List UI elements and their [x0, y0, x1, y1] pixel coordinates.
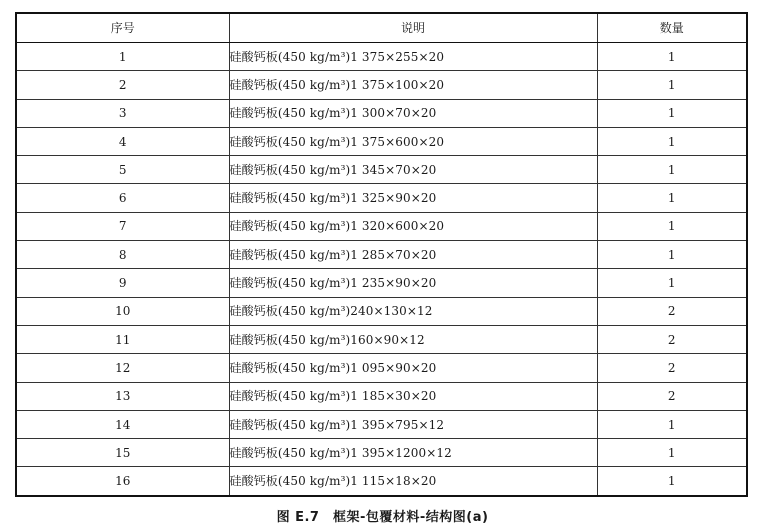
table-row: [16, 99, 747, 127]
cell-description: 硅酸钙板(450 kg/m³)1 320×600×20: [229, 212, 597, 240]
cell-serial-number: 3: [16, 99, 229, 127]
cell-quantity: 1: [597, 156, 747, 184]
cell-quantity: 1: [597, 269, 747, 297]
table-row: [16, 71, 747, 99]
header-description: 说明: [229, 13, 597, 43]
cell-quantity: 2: [597, 297, 747, 325]
cell-quantity: 1: [597, 184, 747, 212]
cell-quantity: 1: [597, 212, 747, 240]
cell-description: 硅酸钙板(450 kg/m³)240×130×12: [229, 297, 597, 325]
table-row: [16, 467, 747, 496]
cell-quantity: 1: [597, 99, 747, 127]
cell-serial-number: 14: [16, 410, 229, 438]
cell-serial-number: 5: [16, 156, 229, 184]
header-quantity: 数量: [597, 13, 747, 43]
cell-description: 硅酸钙板(450 kg/m³)1 375×100×20: [229, 71, 597, 99]
cell-quantity: 1: [597, 439, 747, 467]
cell-description: 硅酸钙板(450 kg/m³)1 285×70×20: [229, 241, 597, 269]
header-serial-number: 序号: [16, 13, 229, 43]
cell-serial-number: 4: [16, 127, 229, 155]
table-row: [16, 297, 747, 325]
cell-quantity: 1: [597, 71, 747, 99]
cell-description: 硅酸钙板(450 kg/m³)160×90×12: [229, 325, 597, 353]
cell-description: 硅酸钙板(450 kg/m³)1 235×90×20: [229, 269, 597, 297]
table-row: [16, 410, 747, 438]
cell-serial-number: 7: [16, 212, 229, 240]
cell-description: 硅酸钙板(450 kg/m³)1 395×795×12: [229, 410, 597, 438]
table-row: [16, 325, 747, 353]
cell-quantity: 2: [597, 325, 747, 353]
table-row: [16, 184, 747, 212]
cell-serial-number: 16: [16, 467, 229, 496]
cell-serial-number: 10: [16, 297, 229, 325]
table-row: [16, 43, 747, 71]
cell-serial-number: 9: [16, 269, 229, 297]
table-header-row: [16, 13, 747, 43]
cell-serial-number: 1: [16, 43, 229, 71]
table-row: [16, 241, 747, 269]
cell-serial-number: 6: [16, 184, 229, 212]
table-row: [16, 382, 747, 410]
table-row: [16, 439, 747, 467]
cell-quantity: 1: [597, 241, 747, 269]
cell-serial-number: 12: [16, 354, 229, 382]
cell-description: 硅酸钙板(450 kg/m³)1 375×255×20: [229, 43, 597, 71]
cell-quantity: 1: [597, 410, 747, 438]
table-body: [16, 43, 747, 496]
cell-description: 硅酸钙板(450 kg/m³)1 115×18×20: [229, 467, 597, 496]
cell-quantity: 2: [597, 382, 747, 410]
cell-description: 硅酸钙板(450 kg/m³)1 345×70×20: [229, 156, 597, 184]
table-row: [16, 212, 747, 240]
table-row: [16, 354, 747, 382]
cell-serial-number: 15: [16, 439, 229, 467]
table-row: [16, 127, 747, 155]
table-row: [16, 156, 747, 184]
cell-serial-number: 11: [16, 325, 229, 353]
table-row: [16, 269, 747, 297]
cell-description: 硅酸钙板(450 kg/m³)1 375×600×20: [229, 127, 597, 155]
cell-description: 硅酸钙板(450 kg/m³)1 325×90×20: [229, 184, 597, 212]
cell-serial-number: 8: [16, 241, 229, 269]
materials-table: [15, 12, 748, 497]
cell-serial-number: 13: [16, 382, 229, 410]
cell-description: 硅酸钙板(450 kg/m³)1 185×30×20: [229, 382, 597, 410]
cell-description: 硅酸钙板(450 kg/m³)1 395×1200×12: [229, 439, 597, 467]
cell-quantity: 1: [597, 127, 747, 155]
figure-caption: 图 E.7 框架-包覆材料-结构图(a): [276, 510, 489, 525]
cell-serial-number: 2: [16, 71, 229, 99]
cell-description: 硅酸钙板(450 kg/m³)1 300×70×20: [229, 99, 597, 127]
cell-quantity: 2: [597, 354, 747, 382]
cell-description: 硅酸钙板(450 kg/m³)1 095×90×20: [229, 354, 597, 382]
cell-quantity: 1: [597, 43, 747, 71]
cell-quantity: 1: [597, 467, 747, 496]
